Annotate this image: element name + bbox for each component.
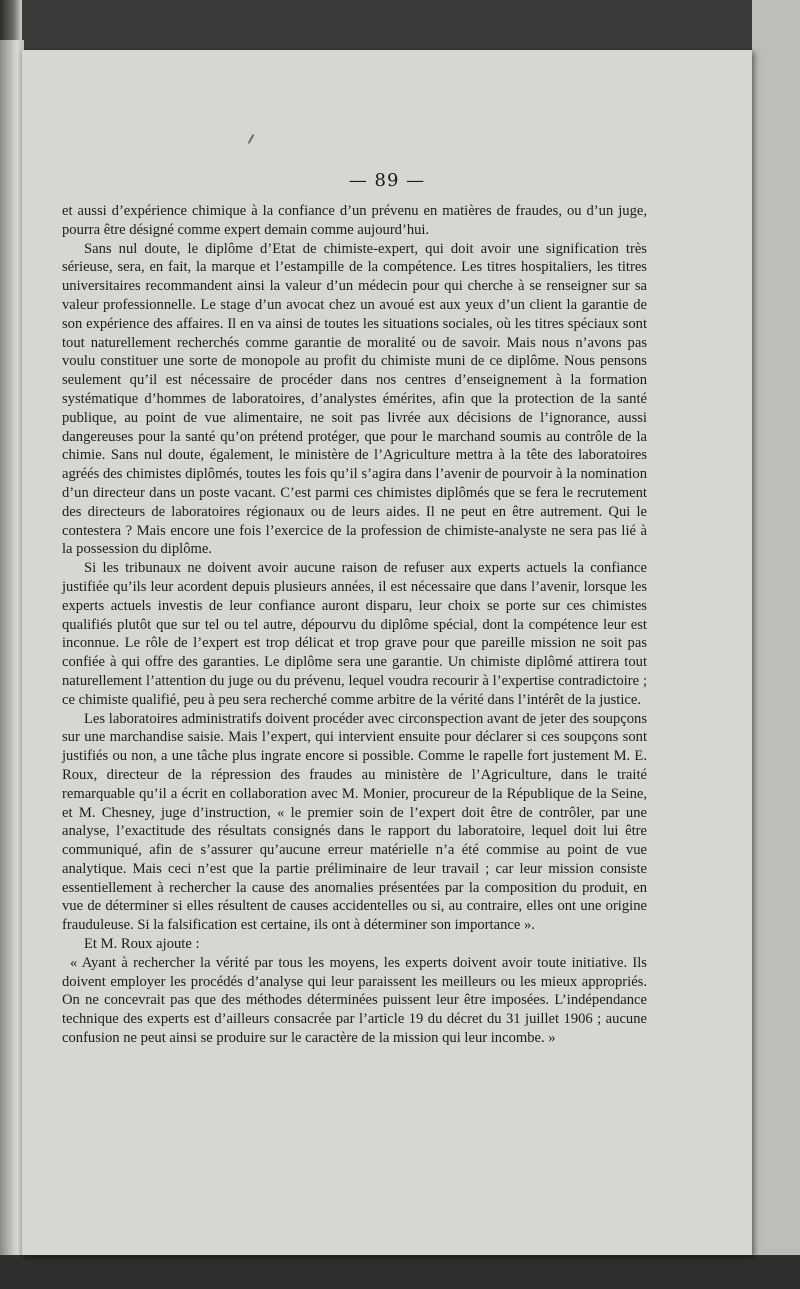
- paragraph: et aussi d’expérience chimique à la confiance d’un prévenu en matières de fraudes, ou d’un juge, pourra être désigné comme expert demain comme aujourd’hui.: [62, 203, 647, 238]
- paragraph: Les laboratoires administratifs doivent procéder avec circonspection avant de jeter des soupçons sur une marchandise saisie. Mais l’expert, qui intervient ensuite pour déclarer si ces soupçons sont justifiés ou non, a une tâche plus ingrate encore si possible. Comme le rapelle fort justement M. E. Roux, directeur de la répression des fraudes au ministère de l’Agriculture, dans le traité remarquable qu’il a écrit en collaboration avec M. Monier, procureur de la République de la Seine, et M. Chesney, juge d’instruction, « le premier soin de l’expert doit être de contrôler, par une analyse, l’exactitude des résultats consignés dans le rapport du laboratoire, lequel doit lui être communiqué, afin de s’assurer qu’aucune erreur matérielle n’a été commise au point de vue analytique. Mais ceci n’est que la partie préliminaire de leur travail ; car leur mission consiste essentiellement à rechercher la cause des anomalies présentées par la composition du produit, en vue de déterminer si elles résultent de causes accidentelles ou si, au contraire, elles ont une origine frauduleuse. Si la falsification est certaine, ils ont à déterminer son importance ».: [62, 710, 647, 934]
- paragraph: Sans nul doute, le diplôme d’Etat de chimiste-expert, qui doit avoir une signification très sérieuse, sera, en fait, la marque et l’estampille de la compétence. Les titres hospitaliers, les titres universitaires recommandent ainsi la valeur d’un médecin pour qui cherche à se renseigner sur sa valeur professionnelle. Le stage d’un avocat chez un avoué est aux yeux d’un client la garantie de son expérience des affaires. Il en va ainsi de toutes les situations sociales, où les titres spéciaux sont tout naturellement recherchés comme garantie de moralité ou de savoir. Mais nous n’avons pas voulu constituer une sorte de monopole au profit du chimiste muni de ce diplôme. Nous pensons seulement qu’il est nécessaire de procéder dans nos centres d’enseignement à la formation systématique d’hommes de laboratoires, d’analystes émérites, afin que la protection de la santé publique, au point de vue alimentaire, ne soit pas livrée aux décisions de l’ignorance, aussi dangereuses pour la santé qu’on prétend protéger, que pour le marchand soumis au contrôle de la chimie. Sans nul doute, également, le ministère de l’Agriculture mettra à la tête des laboratoires agréés des chimistes diplômés, toutes les fois qu’il s’agira dans l’avenir de pourvoir à la nomination d’un directeur dans un poste vacant. C’est parmi ces chimistes diplômés que se fera le recrutement des directeurs de laboratoires régionaux ou de leurs aides. Il ne peut en être autrement. Qui le contestera ? Mais encore une fois l’exercice de la profession de chimiste-analyste ne sera pas lié à la possession du diplôme.: [62, 240, 647, 558]
- scan-background-right: [752, 0, 800, 1289]
- paragraph: Et M. Roux ajoute :: [84, 936, 200, 953]
- scan-background-bottom: [0, 1255, 800, 1289]
- book-spine-edge: [0, 40, 24, 1255]
- page-number: — 89 —: [348, 170, 426, 191]
- paragraph: Si les tribunaux ne doivent avoir aucune raison de refuser aux experts actuels la confiance justifiée qu’ils leur acordent depuis plusieurs années, il est nécessaire que dans l’avenir, lorsque les experts actuels investis de leur confiance auront disparu, leur choix se porte sur ces chimistes qualifiés plutôt que sur tel ou tel autre, dépourvu du diplôme spécial, dont la compétence leur est inconnue. Le rôle de l’expert est trop délicat et trop grave pour que pareille mission ne soit pas confiée à qui offre des garanties. Le diplôme sera une garantie. Un chimiste diplômé attirera tout naturellement l’attention du juge ou du prévenu, lequel voudra recourir à l’expertise contradictoire ; ce chimiste qualifié, peu à peu sera recherché comme arbitre de la vérité dans l’intérêt de la justice.: [62, 560, 647, 708]
- quote-paragraph: « Ayant à rechercher la vérité par tous les moyens, les experts doivent avoir toute initiative. Ils doivent employer les procédés d’analyse qui leur paraissent les meilleurs ou les mieux appropriés. On ne concevrait pas que des méthodes déterminées puissent leur être imposées. L’indépendance technique des experts est d’ailleurs consacrée par l’article 19 du décret du 31 juillet 1906 ; aucune confusion ne peut ainsi se produire sur le caractère de la mission qui leur incombe. »: [62, 954, 647, 1047]
- book-page: [22, 50, 752, 1255]
- pencil-mark: [248, 134, 255, 144]
- page-body: [62, 202, 647, 1048]
